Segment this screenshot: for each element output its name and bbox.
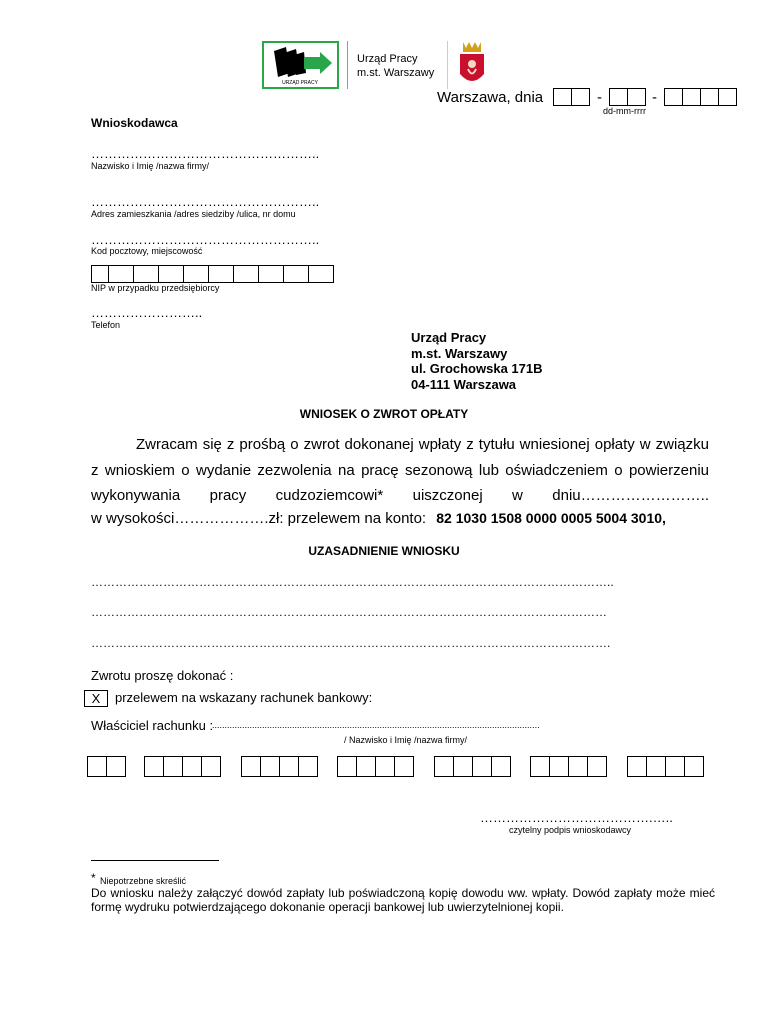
account-digits-group-3[interactable]	[241, 756, 317, 777]
date-day-field[interactable]	[553, 88, 589, 106]
recipient-line3: ul. Grochowska 171B	[411, 361, 543, 376]
footnote-divider	[91, 860, 219, 861]
footnote-star: *	[91, 871, 96, 885]
signature-label: czytelny podpis wnioskodawcy	[509, 825, 632, 835]
office-line2: m.st. Warszawy	[357, 67, 435, 79]
address-label: Adres zamieszkania /adres siedziby /ulica, nr domu	[91, 209, 296, 219]
date-format-hint: dd-mm-rrrr	[603, 106, 646, 116]
account-digits-group-2[interactable]	[144, 756, 220, 777]
request-text: Zwracam się z prośbą o zwrot dokonanej wpłaty z tytułu wniesionej opłaty w związku z wnioskiem o wydanie zezwolenia na pracę sezonową lub oświadczeniem o powierzeniu wykonywania pracy cudzoziemcowi* uiszczonej w dniu……………………..	[91, 436, 709, 504]
account-digits-group-1[interactable]	[87, 756, 125, 777]
recipient-line2: m.st. Warszawy	[411, 345, 508, 361]
footnote-text: Do wniosku należy załączyć dowód zapłaty lub poświadczoną kopię dowodu ww. wpłaty. Dowód zapłaty może mieć formę wydruku potwierdzającego dokonanie operacji bankowej lub uwierzytelnionej kopii.	[91, 886, 715, 914]
city-date-label: Warszawa, dnia	[437, 89, 544, 106]
bank-transfer-option: przelewem na wskazany rachunek bankowy:	[115, 690, 373, 705]
account-owner-field[interactable]: ...................................................................................................................................	[212, 720, 540, 730]
date-year-field[interactable]	[664, 88, 736, 106]
urzad-pracy-logo	[262, 41, 339, 89]
refund-label: Zwrotu proszę dokonać :	[91, 668, 234, 683]
amount-line	[91, 510, 666, 527]
footnote-note: Niepotrzebne skreślić	[100, 876, 187, 886]
crest-divider	[447, 41, 448, 89]
date-separator: -	[597, 89, 602, 106]
office-line1: Urząd Pracy	[357, 53, 418, 65]
phone-label: Telefon	[91, 320, 121, 330]
postal-label: Kod pocztowy, miejscowość	[91, 246, 203, 256]
warsaw-crest-icon	[457, 40, 487, 95]
account-owner-label: Właściciel rachunku :	[91, 718, 214, 733]
office-name	[357, 52, 434, 80]
justification-line-1[interactable]: …………………………………………………………………………………………………………………..	[91, 575, 614, 589]
justification-line-3[interactable]: ………………………………………………………………………………………………………………….	[91, 636, 611, 650]
recipient-line4: 04-111 Warszawa	[411, 376, 517, 392]
date-separator-2: -	[652, 89, 657, 106]
account-number: 82 1030 1508 0000 0005 5004 3010,	[436, 510, 666, 526]
amount-prefix: w wysokości……………….zł: przelewem na konto:	[91, 510, 431, 527]
address-field[interactable]: ……………………………………………..	[91, 194, 320, 209]
logo-caption: URZĄD PRACY	[282, 80, 318, 86]
date-month-field[interactable]	[609, 88, 645, 106]
recipient-address	[411, 330, 543, 392]
recipient-line1: Urząd Pracy	[411, 330, 487, 345]
logo-graphic-icon	[264, 43, 337, 87]
applicant-title: Wnioskodawca	[91, 116, 178, 130]
account-digits-group-5[interactable]	[434, 756, 510, 777]
justification-line-2[interactable]: …………………………………………………………………………………………………………………	[91, 605, 607, 619]
form-title: WNIOSEK O ZWROT OPŁATY	[299, 407, 469, 421]
name-field[interactable]: ……………………………………………..	[91, 146, 320, 161]
account-digits-group-6[interactable]	[530, 756, 606, 777]
justification-title: UZASADNIENIE WNIOSKU	[308, 544, 460, 558]
postal-field[interactable]: ……………………………………………..	[91, 232, 320, 247]
nip-label: NIP w przypadku przedsiębiorcy	[91, 283, 220, 293]
nip-field[interactable]	[91, 265, 333, 283]
phone-field[interactable]: ……………………..	[91, 305, 203, 320]
account-digits-group-4[interactable]	[337, 756, 413, 777]
account-owner-hint: / Nazwisko i Imię /nazwa firmy/	[344, 735, 468, 745]
account-digits-group-7[interactable]	[627, 756, 703, 777]
signature-field[interactable]: ………………………………….…..	[480, 810, 673, 825]
bank-transfer-checkbox[interactable]: X	[84, 690, 108, 707]
logo-divider	[347, 41, 348, 89]
name-label: Nazwisko i Imię /nazwa firmy/	[91, 161, 210, 171]
